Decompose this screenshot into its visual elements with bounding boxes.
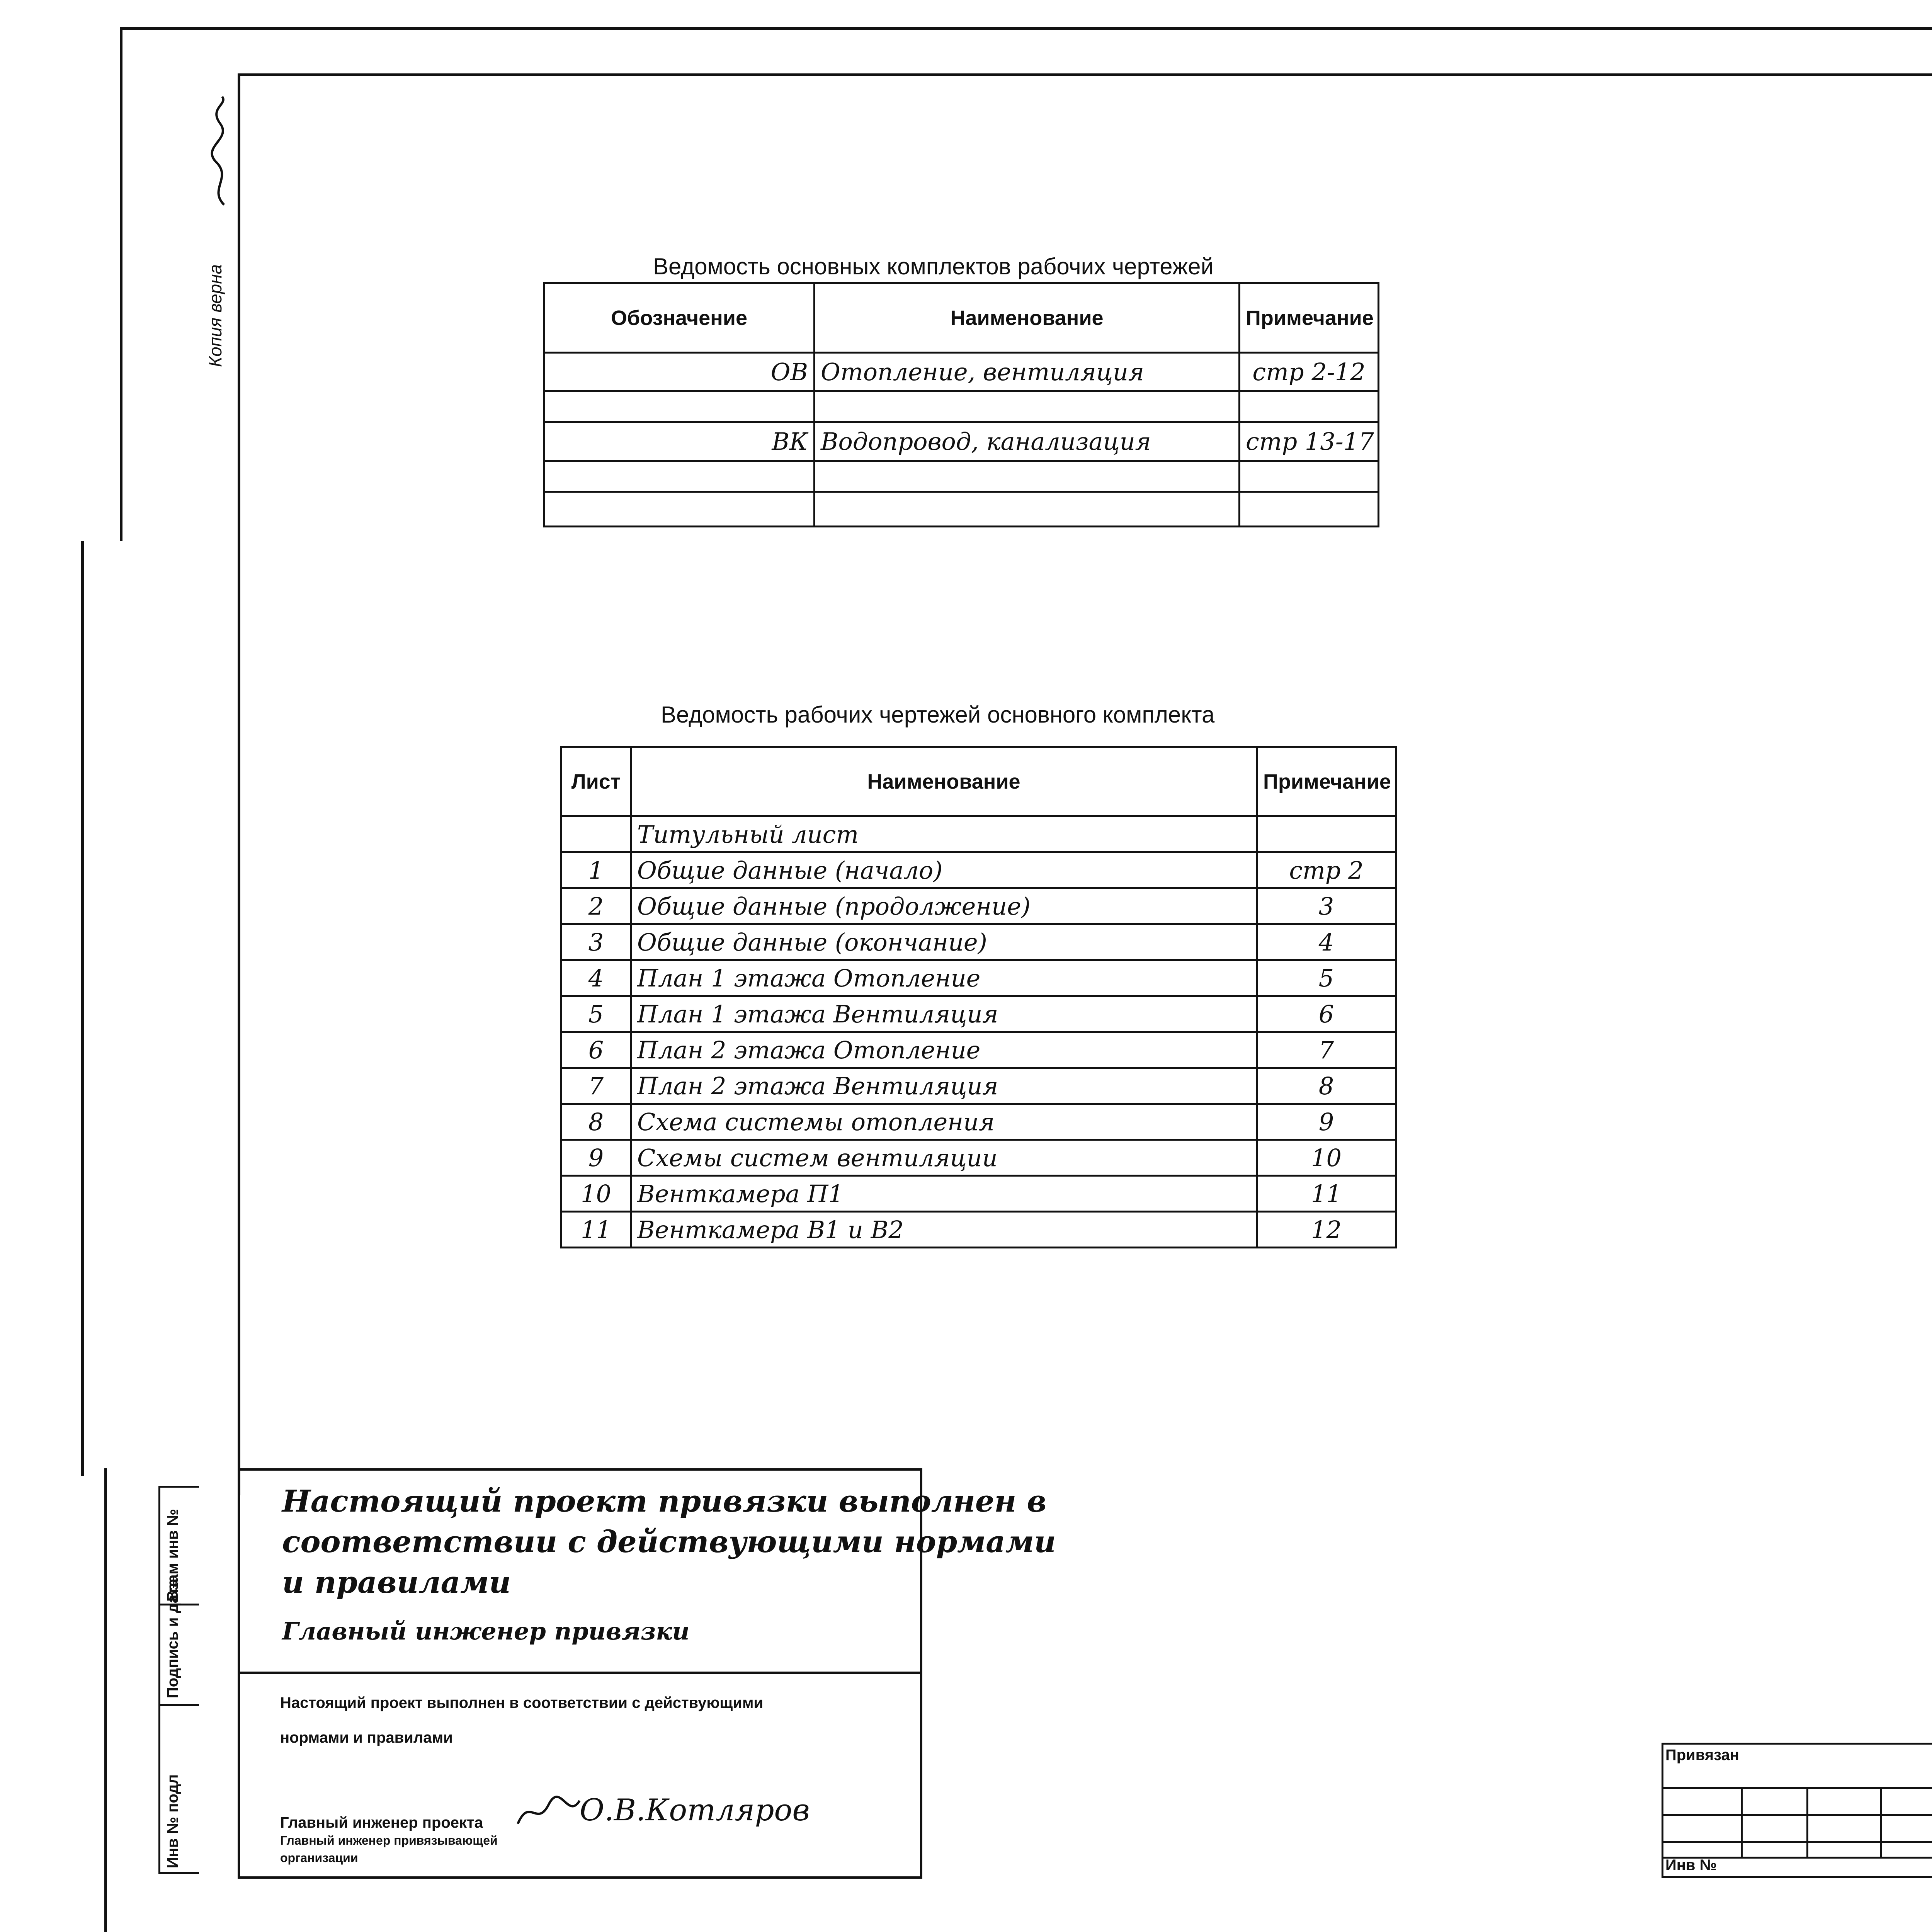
left-margin-line — [81, 541, 84, 1476]
drawings-cell-sheet: 5 — [561, 996, 631, 1032]
drawings-cell-sheet — [561, 816, 631, 852]
project-note-line3: Главный инженер проекта — [280, 1814, 483, 1831]
outer-frame-top — [120, 27, 1932, 30]
drawings-cell-name: План 1 этажа Вентиляция — [631, 996, 1257, 1032]
drawings-cell-name: Венткамера В1 и В2 — [631, 1212, 1257, 1248]
drawings-row — [561, 1140, 1396, 1176]
project-note-line2: нормами и правилами — [280, 1729, 453, 1746]
drawings-cell-name: План 2 этажа Вентиляция — [631, 1068, 1257, 1104]
drawings-cell-sheet: 3 — [561, 924, 631, 960]
drawings-row — [561, 1212, 1396, 1248]
main-sets-row-2-code: ВК — [544, 422, 815, 461]
drawings-cell-name: Общие данные (окончание) — [631, 924, 1257, 960]
strip-label-replace: Взам инв № — [164, 1509, 181, 1602]
drawings-cell-name: Общие данные (продолжение) — [631, 888, 1257, 924]
drawings-header-sheet: Лист — [561, 747, 631, 816]
drawings-title: Ведомость рабочих чертежей основного комплекта — [661, 702, 1215, 728]
outer-frame-left — [120, 27, 122, 541]
copy-true-note: Копия верна — [205, 264, 225, 367]
main-sets-row-1-name: Отопление, вентиляция — [815, 353, 1240, 391]
chief-signature — [514, 1793, 583, 1832]
drawings-cell-note — [1257, 816, 1396, 852]
inv-label: Инв № — [1665, 1857, 1717, 1874]
drawings-cell-note: 4 — [1257, 924, 1396, 960]
project-note-line5: организации — [280, 1851, 358, 1865]
strip-label-sign: Подпись и дата — [164, 1578, 181, 1698]
drawings-cell-sheet: 2 — [561, 888, 631, 924]
drawings-cell-note: 7 — [1257, 1032, 1396, 1068]
drawings-cell-note: 11 — [1257, 1176, 1396, 1212]
main-sets-row-2-name: Водопровод, канализация — [815, 422, 1240, 461]
drawings-row — [561, 1068, 1396, 1104]
drawings-row — [561, 1032, 1396, 1068]
drawings-table — [560, 746, 1397, 1248]
drawings-cell-sheet: 1 — [561, 852, 631, 888]
drawings-cell-note: 12 — [1257, 1212, 1396, 1248]
main-sets-row-1-code: ОВ — [544, 353, 815, 391]
main-sets-table — [543, 282, 1379, 527]
binding-note-line4: Главный инженер привязки — [282, 1617, 690, 1645]
drawings-row — [561, 1176, 1396, 1212]
project-note-line4: Главный инженер привязывающей — [280, 1833, 498, 1847]
drawings-row — [561, 924, 1396, 960]
main-sets-header-code: Обозначение — [544, 283, 815, 353]
project-note-line1: Настоящий проект выполнен в соответствии с действующими — [280, 1694, 764, 1711]
drawings-header-note: Примечание — [1257, 747, 1396, 816]
drawings-row — [561, 1104, 1396, 1140]
drawings-cell-name: Схемы систем вентиляции — [631, 1140, 1257, 1176]
drawings-cell-sheet: 7 — [561, 1068, 631, 1104]
inner-frame-left — [238, 73, 240, 1495]
main-sets-row-2-note: стр 13-17 — [1240, 422, 1379, 461]
drawings-row — [561, 888, 1396, 924]
drawings-header-name: Наименование — [631, 747, 1257, 816]
main-sets-header-note: Примечание — [1240, 283, 1379, 353]
drawings-cell-sheet: 4 — [561, 960, 631, 996]
strip-label-inv: Инв № подл — [164, 1774, 181, 1868]
drawings-cell-name: Титульный лист — [631, 816, 1257, 852]
binding-note-line3: и правилами — [282, 1565, 511, 1600]
drawings-cell-name: План 1 этажа Отопление — [631, 960, 1257, 996]
drawings-cell-sheet: 10 — [561, 1176, 631, 1212]
main-sets-row-1-note: стр 2-12 — [1240, 353, 1379, 391]
main-sets-title: Ведомость основных комплектов рабочих чертежей — [653, 253, 1214, 279]
drawings-cell-name: План 2 этажа Отопление — [631, 1032, 1257, 1068]
privyazan-label: Привязан — [1665, 1747, 1739, 1764]
drawings-cell-name: Венткамера П1 — [631, 1176, 1257, 1212]
drawings-cell-note: 3 — [1257, 888, 1396, 924]
signature-scribble-top — [201, 93, 240, 209]
drawings-cell-sheet: 11 — [561, 1212, 631, 1248]
drawings-cell-name: Схема системы отопления — [631, 1104, 1257, 1140]
drawings-cell-note: 5 — [1257, 960, 1396, 996]
drawings-cell-note: стр 2 — [1257, 852, 1396, 888]
drawings-cell-sheet: 9 — [561, 1140, 631, 1176]
main-sets-header-name: Наименование — [815, 283, 1240, 353]
drawings-cell-note: 10 — [1257, 1140, 1396, 1176]
project-note-chief-name: О.В.Котляров — [580, 1793, 810, 1828]
drawings-cell-note: 9 — [1257, 1104, 1396, 1140]
drawings-cell-sheet: 8 — [561, 1104, 631, 1140]
drawings-row — [561, 816, 1396, 852]
inner-frame-top — [240, 73, 1932, 76]
drawings-row — [561, 960, 1396, 996]
drawings-row — [561, 852, 1396, 888]
binding-note-line2: соответствии с действующими нормами — [282, 1524, 1056, 1560]
binding-note-line1: Настоящий проект привязки выполнен в — [282, 1484, 1047, 1519]
drawings-cell-name: Общие данные (начало) — [631, 852, 1257, 888]
drawings-cell-note: 8 — [1257, 1068, 1396, 1104]
drawings-cell-sheet: 6 — [561, 1032, 631, 1068]
frame-left-lower — [104, 1468, 107, 1932]
drawings-row — [561, 996, 1396, 1032]
drawings-cell-note: 6 — [1257, 996, 1396, 1032]
